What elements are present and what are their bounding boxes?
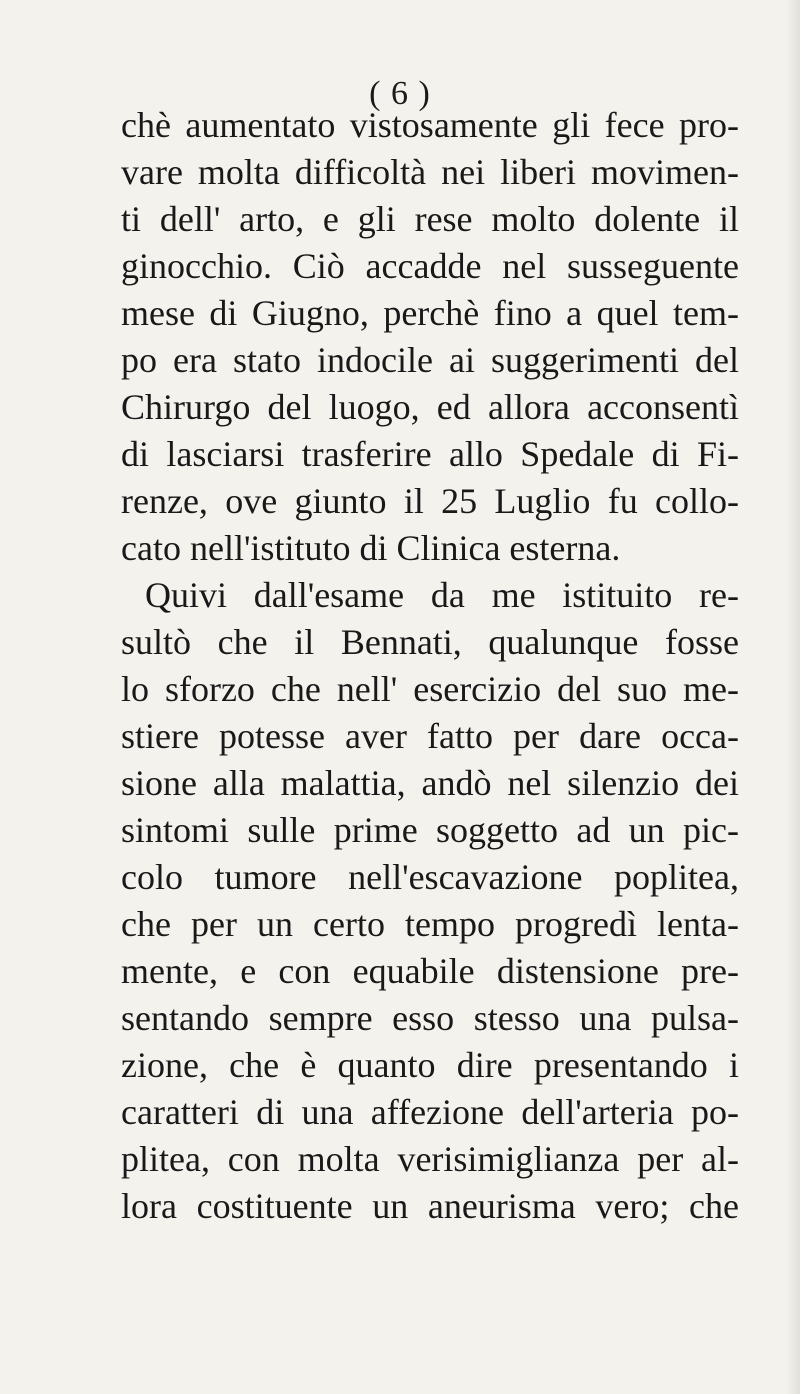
text-line: po era stato indocile ai suggerimenti del <box>121 340 739 380</box>
text-line: che per un certo tempo progredì lenta- <box>121 904 739 944</box>
text-line: lora costituente un aneurisma vero; che <box>121 1186 739 1226</box>
text-line: Quivi dall'esame da me istituito re- <box>145 575 739 615</box>
text-line: sintomi sulle prime soggetto ad un pic- <box>121 810 739 850</box>
page-number: ( 6 ) <box>369 75 431 112</box>
text-line: ti dell' arto, e gli rese molto dolente il <box>121 199 739 239</box>
text-line: vare molta difficoltà nei liberi movimen- <box>121 152 739 192</box>
text-line: cato nell'istituto di Clinica esterna. <box>121 528 621 568</box>
text-line: mese di Giugno, perchè fino a quel tem- <box>121 293 739 333</box>
text-line: caratteri di una affezione dell'arteria po- <box>121 1092 739 1132</box>
text-line: di lasciarsi trasferire allo Spedale di Fi- <box>121 434 739 474</box>
text-line: plitea, con molta verisimiglianza per al- <box>121 1139 739 1179</box>
text-line: stiere potesse aver fatto per dare occa- <box>121 716 739 756</box>
text-line: lo sforzo che nell' esercizio del suo me- <box>121 669 739 709</box>
text-line: zione, che è quanto dire presentando i <box>121 1045 739 1085</box>
text-line: sultò che il Bennati, qualunque fosse <box>121 622 739 662</box>
text-line: sione alla malattia, andò nel silenzio dei <box>121 763 739 803</box>
text-line: mente, e con equabile distensione pre- <box>121 951 739 991</box>
text-line: chè aumentato vistosamente gli fece pro- <box>121 105 739 145</box>
text-line: ginocchio. Ciò accadde nel susseguente <box>121 246 739 286</box>
text-line: colo tumore nell'escavazione poplitea, <box>121 857 739 897</box>
text-line: Chirurgo del luogo, ed allora acconsentì <box>121 387 739 427</box>
body-text <box>121 102 739 1230</box>
text-line: sentando sempre esso stesso una pulsa- <box>121 998 739 1038</box>
page-edge-shadow <box>786 0 800 1394</box>
text-line: renze, ove giunto il 25 Luglio fu collo- <box>121 481 739 521</box>
